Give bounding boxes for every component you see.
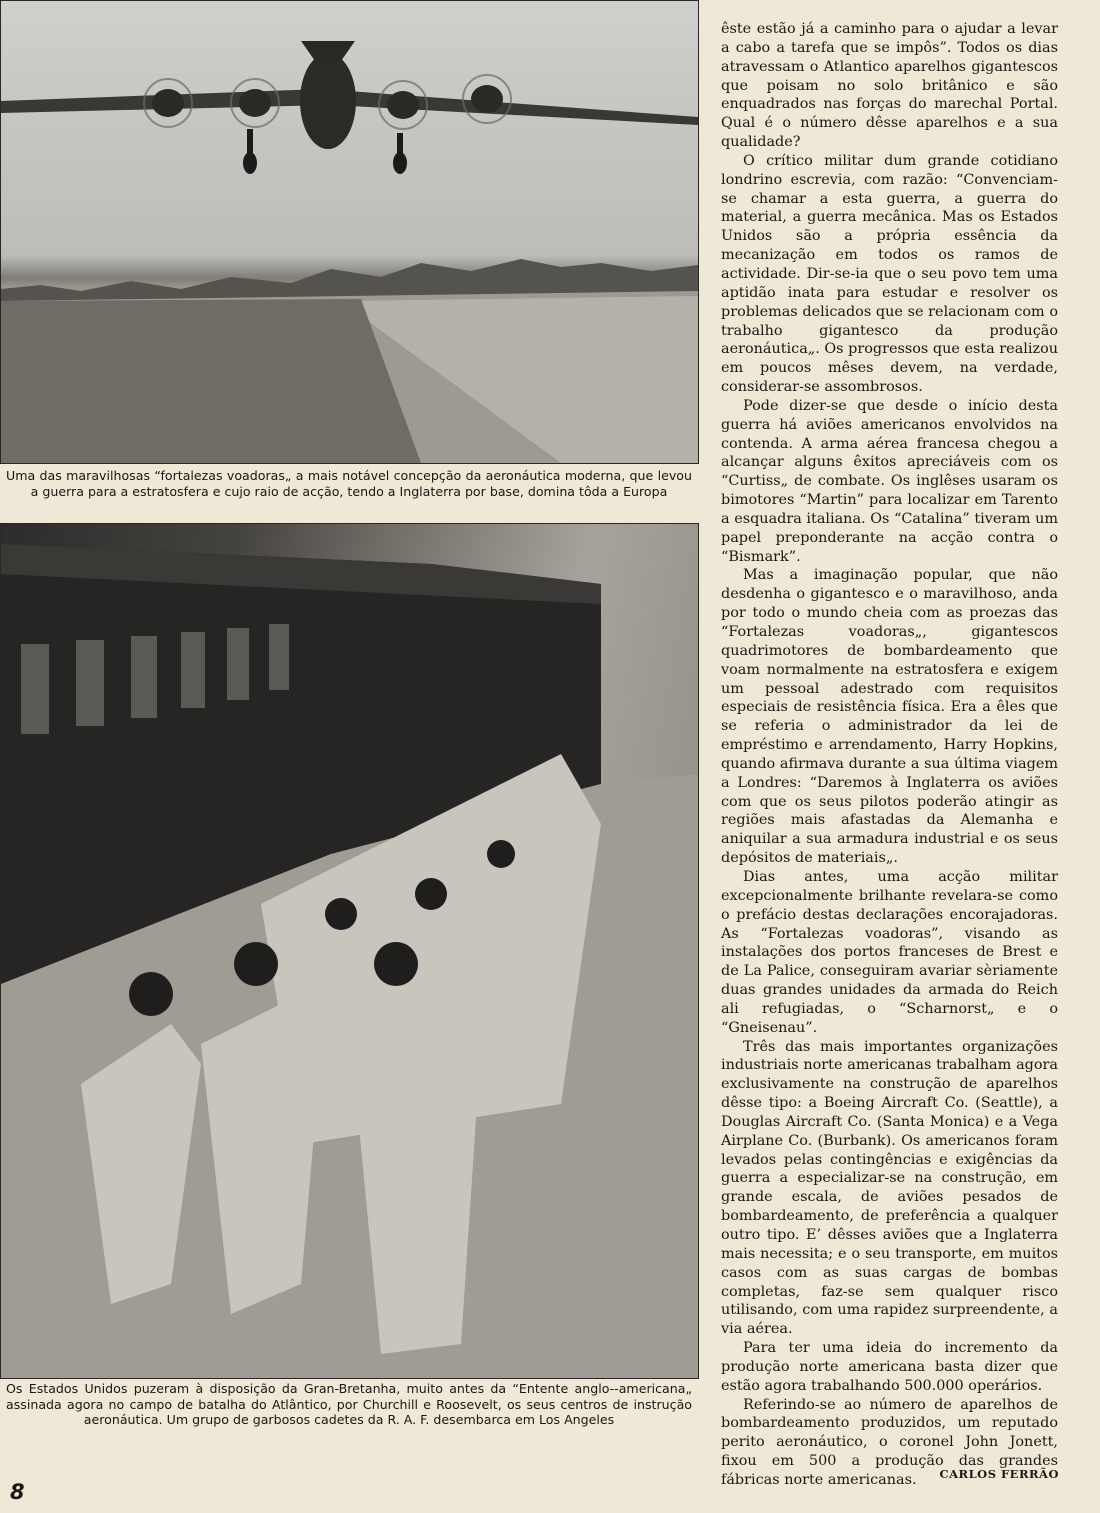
photo-caption-plane: Uma das maravilhosas “fortalezas voadoras„ a mais notável concepção da aeronáutica moderna, que levou a guerra para a estratosfera e cujo raio de acção, tendo a Inglaterra por base, domina tôda a Europa (6, 468, 692, 499)
author-byline: CARLOS FERRÃO (939, 1467, 1059, 1481)
article-paragraph: Dias antes, uma acção militar excepcionalmente brilhante revelara-se como o prefácio destas declarações encorajadoras. As “Fortalezas voadoras”, visando as instalações dos portos franceses de Brest e de La Palice, conseguiram avariar sèriamente duas grandes unidades da armada do Reich ali refugiadas, o “Scharnorst„ e o “Gneisenau”. (721, 868, 1058, 1036)
cadets-photo (0, 523, 699, 1379)
flying-fortress-illustration (1, 1, 698, 463)
article-paragraph: Mas a imaginação popular, que não desdenha o gigantesco e o maravilhoso, anda por todo o mundo cheia com as proezas das “Fortalezas voadoras„, gigantescos quadrimotores de bombardeamento que voam normalmente na estratosfera e exigem um pessoal adestrado com requisitos especiais de resistência física. Era a êles que se referia o administrador da lei de empréstimo e arrendamento, Harry Hopkins, quando afirmava durante a sua última viagem a Londres: “Daremos à Inglaterra os aviões com que os seus pilotos poderão atingir as regiões mais afastadas da Alemanha e aniquilar a sua armadura industrial e os seus depósitos de materiais„. (721, 567, 1058, 867)
cadets-illustration (1, 524, 698, 1378)
article-paragraph: Pode dizer-se que desde o início desta guerra há aviões americanos envolvidos na contenda. A arma aérea francesa chegou a alcançar alguns êxitos apreciáveis com os “Curtiss„ de combate. Os inglêses usaram os bimotores “Martin” para localizar em Tarento a esquadra italiana. Os “Catalina” tiveram um papel preponderante na acção contra o “Bismark”. (721, 397, 1058, 565)
flying-fortress-photo (0, 0, 699, 464)
article-paragraph: O crítico militar dum grande cotidiano londrino escrevia, com razão: “Convenciam-se chamar a esta guerra, a guerra do material, a guerra mecânica. Mas os Estados Unidos são a própria essência da mecanização em todos os ramos de actividade. Dir-se-ia que o seu povo tem uma aptidão inata para estudar e resolver os problemas delicados que se relacionam com o trabalho gigantesco da produção aeronáutica„. Os progressos que esta realizou em poucos mêses devem, na verdade, considerar-se assombrosos. (721, 152, 1058, 396)
article-paragraph: Para ter uma ideia do incremento da produção norte americana basta dizer que estão agora trabalhando 500.000 operários. (721, 1340, 1058, 1394)
article-paragraph: Referindo-se ao número de aparelhos de bombardeamento produzidos, um reputado perito aeronáutico, o coronel John Jonett, fixou em 500 a produção das grandes fábricas norte americanas. (721, 1396, 1058, 1488)
photo-caption-cadets: Os Estados Unidos puzeram à disposição da Gran-Bretanha, muito antes da “Entente anglo--americana„ assinada agora no campo de batalha do Atlântico, por Churchill e Roosevelt, os seus centros de instrução aeronáutica. Um grupo de garbosos cadetes da R. A. F. desembarca em Los Angeles (6, 1381, 692, 1428)
article-paragraph: êste estão já a caminho para o ajudar a levar a cabo a tarefa que se impôs”. Todos os dias atravessam o Atlantico aparelhos gigantescos que poisam no solo britânico e são enquadrados nas forças do marechal Portal. Qual é o número dêsse aparelhos e a sua qualidade? (721, 21, 1058, 151)
page-number: 8 (10, 1480, 25, 1504)
article-column (721, 20, 1058, 1490)
article-paragraph: Três das mais importantes organizações industriais norte americanas trabalham agora exclusivamente na construção de aparelhos dêsse tipo: a Boeing Aircraft Co. (Seattle), a Douglas Aircraft Co. (Santa Monica) e a Vega Airplane Co. (Burbank). Os americanos foram levados pelas contingências e exigências da guerra a especializar-se na construção, em grande escala, de aviões pesados de bombardeamento, de preferência a qualquer outro tipo. E’ dêsses aviões que a Inglaterra mais necessita; e o seu transporte, em muitos casos com as suas cargas de bombas completas, faz-se sem qualquer risco utilisando, com uma rapidez surpreendente, a via aérea. (721, 1038, 1058, 1338)
